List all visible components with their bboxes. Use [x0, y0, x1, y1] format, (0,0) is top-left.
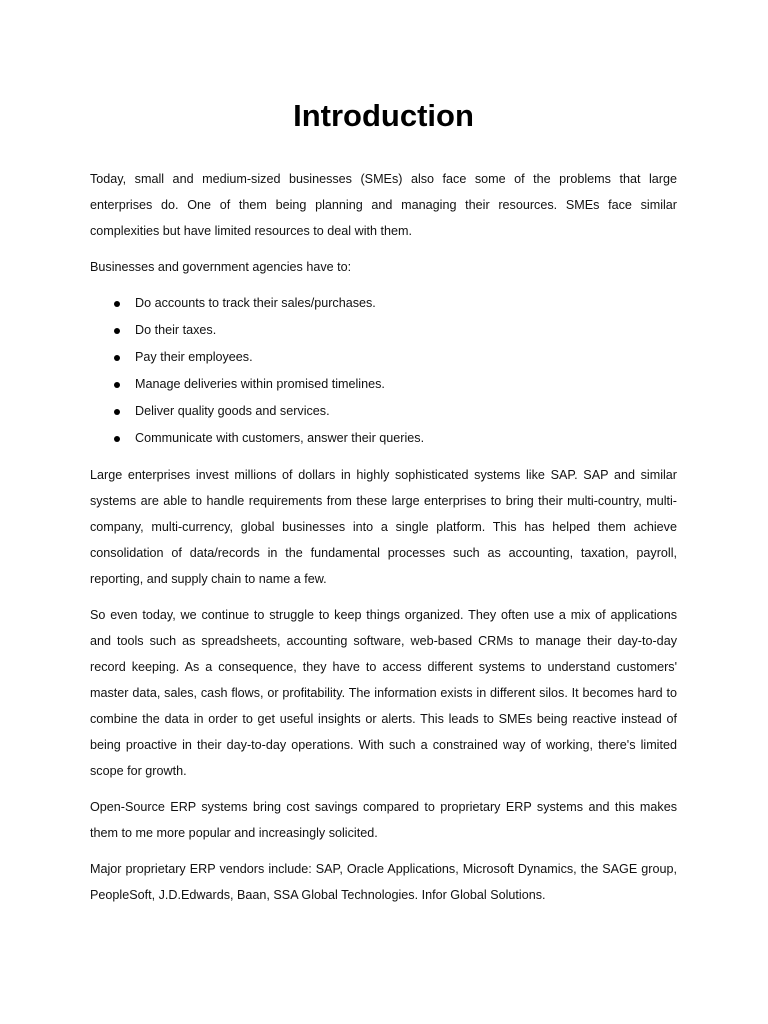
list-item-text: Do their taxes. — [135, 323, 217, 337]
paragraph-list-intro: Businesses and government agencies have to: — [90, 260, 352, 274]
list-item-text: Pay their employees. — [135, 350, 253, 364]
list-item-text: Do accounts to track their sales/purchases. — [135, 296, 376, 310]
paragraph-erp-vendors: Major proprietary ERP vendors include: SAP, Oracle Applications, Microsoft Dynamics, the SAGE group, PeopleSoft, J.D.Edwards, Baan, SSA Global Technologies. Infor Global Solutions. — [90, 862, 677, 902]
bullet-icon — [114, 382, 120, 388]
list-item — [90, 371, 677, 398]
document-body — [90, 166, 677, 918]
paragraph-smes-intro: Today, small and medium-sized businesses (SMEs) also face some of the problems that large enterprises do. One of them being planning and managing their resources. SMEs face similar complexities but have limited resources to deal with them. — [90, 172, 677, 238]
list-item-text: Manage deliveries within promised timelines. — [135, 377, 385, 391]
paragraph-struggle: So even today, we continue to struggle to keep things organized. They often use a mix of applications and tools such as spreadsheets, accounting software, web-based CRMs to manage their day-to-day record keeping. As a consequence, they have to access different systems to understand customers' master data, sales, cash flows, or profitability. The information exists in different silos. It becomes hard to combine the data in order to get useful insights or alerts. This leads to SMEs being reactive instead of being proactive in their day-to-day operations. With such a constrained way of working, there's limited scope for growth. — [90, 608, 677, 778]
list-item-text: Communicate with customers, answer their queries. — [135, 431, 425, 445]
list-item — [90, 290, 677, 317]
list-item — [90, 425, 677, 452]
bullet-icon — [114, 328, 120, 334]
paragraph-open-source-erp: Open-Source ERP systems bring cost savings compared to proprietary ERP systems and this makes them to me more popular and increasingly solicited. — [90, 800, 677, 840]
list-item-text: Deliver quality goods and services. — [135, 404, 330, 418]
bullet-icon — [114, 355, 120, 361]
page-title: Introduction — [293, 98, 474, 133]
list-item — [90, 317, 677, 344]
list-item — [90, 398, 677, 425]
list-item — [90, 344, 677, 371]
bullet-list — [90, 290, 677, 452]
bullet-icon — [114, 409, 120, 415]
bullet-icon — [114, 436, 120, 442]
bullet-icon — [114, 301, 120, 307]
paragraph-large-enterprises: Large enterprises invest millions of dollars in highly sophisticated systems like SAP. SAP and similar systems are able to handle requirements from these large enterprises to bring their multi-country, multi-company, multi-currency, global businesses into a single platform. This has helped them achieve consolidation of data/records in the fundamental processes such as accounting, taxation, payroll, reporting, and supply chain to name a few. — [90, 468, 677, 586]
